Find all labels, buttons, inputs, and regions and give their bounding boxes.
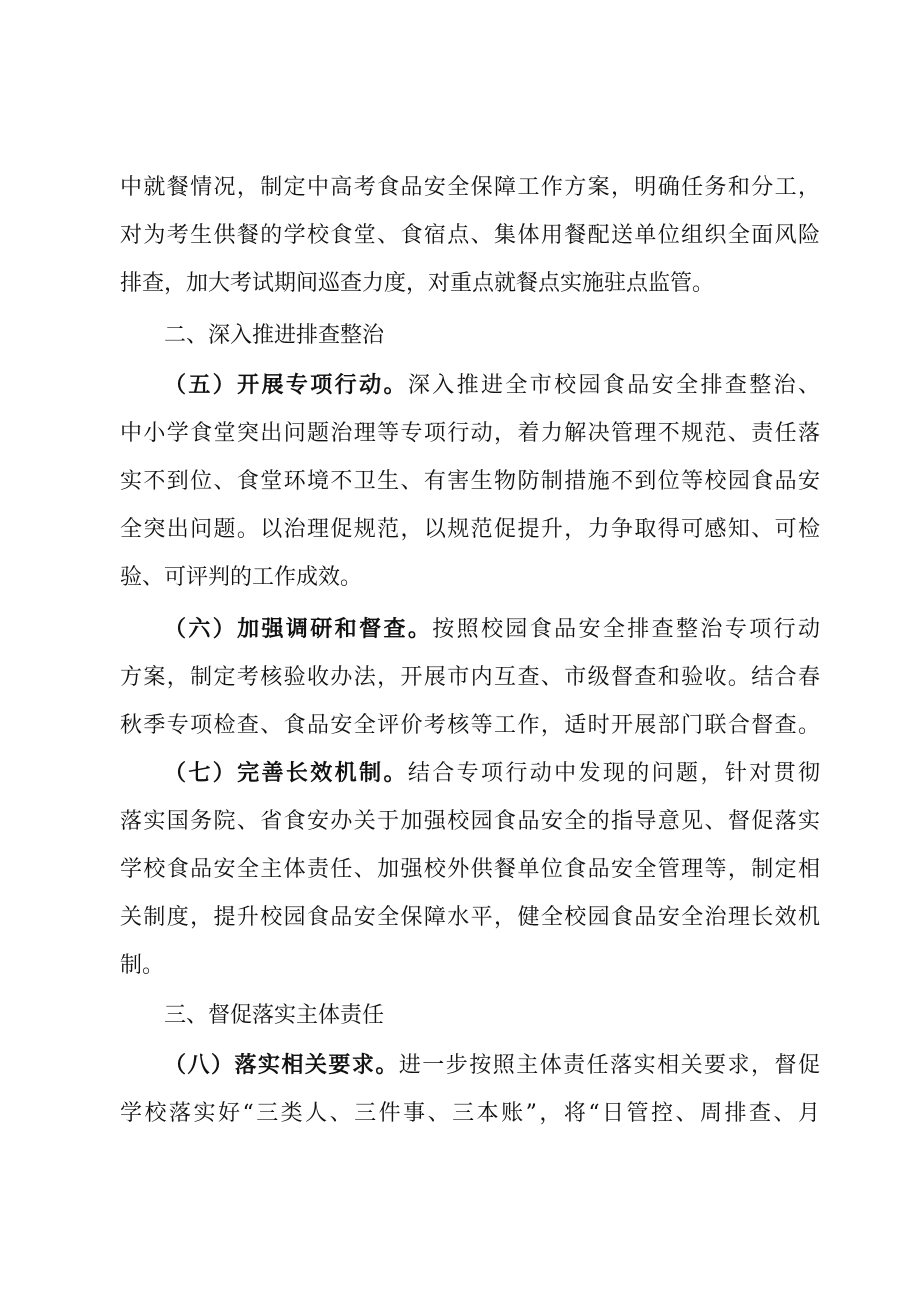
paragraph-line: 秋季专项检查、食品安全评价考核等工作，适时开展部门联合督查。 <box>120 713 820 738</box>
paragraph-line: 中就餐情况，制定中高考食品安全保障工作方案，明确任务和分工， <box>120 175 820 200</box>
paragraph-line: 方案，制定考核验收办法，开展市内互查、市级督查和验收。结合春 <box>120 665 820 690</box>
paragraph-7-first-text: 结合专项行动中发现的问题，针对贯彻 <box>407 761 820 786</box>
paragraph-5-first-text: 深入推进全市校园食品安全排查整治、 <box>407 373 820 398</box>
paragraph-line: 对为考生供餐的学校食堂、食宿点、集体用餐配送单位组织全面风险 <box>120 223 820 248</box>
paragraph-line: 学校食品安全主体责任、加强校外供餐单位食品安全管理等，制定相 <box>120 857 820 882</box>
paragraph-line: 学校落实好“三类人、三件事、三本账”，将“日管控、周排查、月 <box>120 1101 820 1126</box>
paragraph-line: 实不到位、食堂环境不卫生、有害生物防制措施不到位等校园食品安 <box>120 469 820 494</box>
paragraph-line: 关制度，提升校园食品安全保障水平，健全校园食品安全治理长效机 <box>120 905 820 930</box>
paragraph-line: 制。 <box>120 953 165 978</box>
paragraph-line: 验、可评判的工作成效。 <box>120 565 363 590</box>
section-heading-2: 二、深入推进排查整治 <box>164 323 385 348</box>
paragraph-line: 排查，加大考试期间巡查力度，对重点就餐点实施驻点监管。 <box>120 271 715 296</box>
paragraph-6-first-text: 按照校园食品安全排查整治专项行动 <box>432 617 820 642</box>
paragraph-8-first-text: 进一步按照主体责任落实相关要求，督促 <box>398 1053 820 1078</box>
paragraph-6-first-line <box>164 610 820 650</box>
paragraph-line: 落实国务院、省食安办关于加强校园食品安全的指导意见、督促落实 <box>120 809 820 834</box>
paragraph-7-title: （七）完善长效机制。 <box>164 761 408 786</box>
paragraph-5-title: （五）开展专项行动。 <box>164 373 408 398</box>
paragraph-line: 中小学食堂突出问题治理等专项行动，着力解决管理不规范、责任落 <box>120 421 820 446</box>
section-heading-3: 三、督促落实主体责任 <box>164 1003 385 1028</box>
paragraph-7-first-line <box>164 754 820 794</box>
paragraph-line: 全突出问题。以治理促规范，以规范促提升，力争取得可感知、可检 <box>120 517 820 542</box>
paragraph-5-first-line <box>164 366 820 406</box>
paragraph-8-first-line <box>164 1046 820 1086</box>
paragraph-6-title: （六）加强调研和督查。 <box>164 617 433 642</box>
paragraph-8-title: （八）落实相关要求。 <box>164 1053 399 1078</box>
